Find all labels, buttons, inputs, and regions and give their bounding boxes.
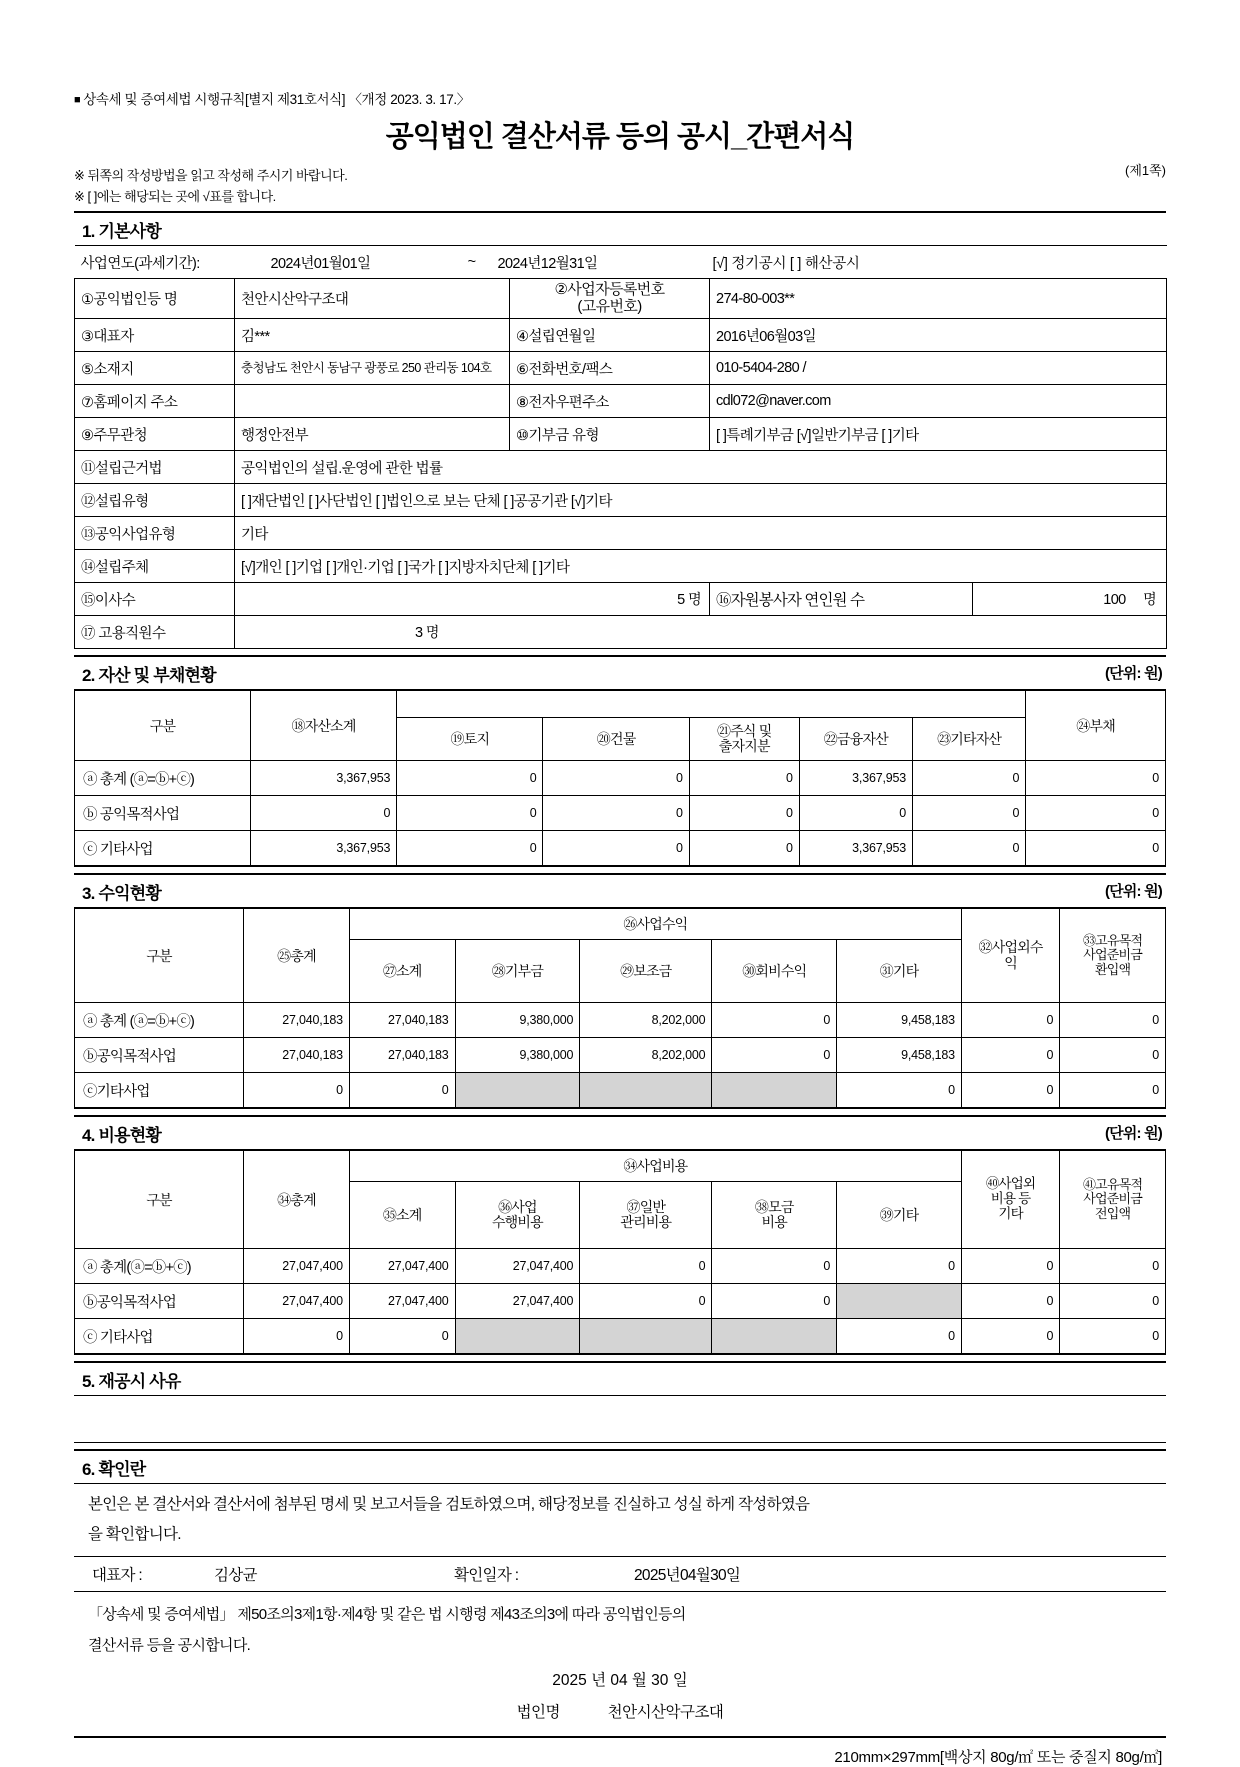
fiscal-year-row bbox=[75, 246, 1167, 279]
section3-unit: (단위: 원) bbox=[1104, 883, 1162, 900]
label-email: ⑧전자우편주소 bbox=[510, 385, 710, 418]
label-representative: ③대표자 bbox=[75, 319, 235, 352]
assets-header-stock: ㉑주식 및 출자지분 bbox=[689, 718, 799, 761]
value-address[interactable]: 충청남도 천안시 동남구 광풍로 250 관리동 104호 bbox=[235, 352, 510, 385]
assets-header-financial: ㉒금융자산 bbox=[799, 718, 912, 761]
revenue-other-subsidy bbox=[580, 1073, 712, 1109]
revenue-other-other: 0 bbox=[837, 1073, 962, 1109]
assets-public-land: 0 bbox=[397, 796, 543, 831]
label-volunteer-count: ⑯자원봉사자 연인원 수 bbox=[710, 583, 973, 615]
square-bullet-icon: ■ bbox=[74, 94, 81, 106]
table-row bbox=[75, 796, 1166, 831]
revenue-table bbox=[74, 907, 1166, 1109]
revenue-public-subsidy: 8,202,000 bbox=[580, 1038, 712, 1073]
cost-header-subtotal: ㉟소계 bbox=[349, 1182, 455, 1249]
value-authority[interactable]: 행정안전부 bbox=[235, 418, 510, 451]
cost-other-reserve-transfer: 0 bbox=[1060, 1319, 1166, 1355]
corporation-line bbox=[74, 1692, 1166, 1732]
legal-basis-text bbox=[74, 1592, 1166, 1662]
page-number: (제1쪽) bbox=[1124, 163, 1166, 178]
revenue-public-subtotal: 27,040,183 bbox=[349, 1038, 455, 1073]
label-homepage: ⑦홈페이지 주소 bbox=[75, 385, 235, 418]
page-title: 공익법인 결산서류 등의 공시_간편서식 bbox=[385, 121, 855, 153]
label-establish-date: ④설립연월일 bbox=[510, 319, 710, 352]
fiscal-year-end: 2024년12월31일 bbox=[497, 255, 598, 272]
cost-total-non-business: 0 bbox=[961, 1249, 1059, 1284]
row-founder bbox=[75, 550, 1167, 583]
assets-total-building: 0 bbox=[543, 761, 689, 796]
revenue-public-membership: 0 bbox=[712, 1038, 837, 1073]
director-count-unit: 명 bbox=[688, 591, 701, 607]
revenue-header-total: ㉕총계 bbox=[244, 908, 350, 1003]
row-address bbox=[75, 352, 1167, 385]
section-heading-redisclosure: 5. 재공시 사유 bbox=[74, 1361, 1166, 1395]
revenue-total-other: 9,458,183 bbox=[837, 1003, 962, 1038]
cost-header-reserve-transfer: ㊶고유목적 사업준비금 전입액 bbox=[1060, 1150, 1166, 1249]
assets-liabilities-table bbox=[74, 689, 1166, 867]
assets-row-label-public: ⓑ 공익목적사업 bbox=[75, 796, 251, 831]
cost-total-fundraising: 0 bbox=[712, 1249, 837, 1284]
row-founding-law bbox=[75, 451, 1167, 484]
assets-header-asset-total: ⑱자산소계 bbox=[250, 690, 396, 761]
confirmation-statement-line2: 을 확인합니다. bbox=[88, 1526, 181, 1544]
cost-total-other: 0 bbox=[837, 1249, 962, 1284]
cost-total-total: 27,047,400 bbox=[244, 1249, 350, 1284]
instruction-note-2: ※ [ ]에는 해당되는 곳에 √표를 합니다. bbox=[74, 189, 276, 204]
value-donation-type[interactable]: [ ]특례기부금 [√]일반기부금 [ ]기타 bbox=[710, 418, 1167, 451]
table-row bbox=[75, 1038, 1166, 1073]
cost-other-project-exec bbox=[455, 1319, 580, 1355]
cost-other-subtotal: 0 bbox=[349, 1319, 455, 1355]
value-business-reg-no[interactable]: 274-80-003** bbox=[710, 279, 1167, 319]
assets-public-stock: 0 bbox=[689, 796, 799, 831]
section2-unit: (단위: 원) bbox=[1104, 665, 1162, 682]
cost-header-fundraising: ㊳모금 비용 bbox=[712, 1182, 837, 1249]
revenue-public-total: 27,040,183 bbox=[244, 1038, 350, 1073]
label-business-reg-no: ②사업자등록번호 (고유번호) bbox=[510, 279, 710, 319]
legal-basis-line1: 「상속세 및 증여세법」 제50조의3제1항·제4항 및 같은 법 시행령 제43조의3에 따라 공익법인등의 bbox=[88, 1606, 686, 1624]
label-address: ⑤소재지 bbox=[75, 352, 235, 385]
table-row bbox=[75, 831, 1166, 867]
label-employee-count: ⑰ 고용직원수 bbox=[75, 616, 235, 649]
revenue-other-total: 0 bbox=[244, 1073, 350, 1109]
value-representative[interactable]: 김*** bbox=[235, 319, 510, 352]
section-heading-basic-info: 1. 기본사항 bbox=[74, 211, 1166, 245]
table-row bbox=[75, 1073, 1166, 1109]
section3-title: 3. 수익현황 bbox=[82, 884, 161, 903]
revenue-row-label-total: ⓐ 총계 (ⓐ=ⓑ+ⓒ) bbox=[75, 1003, 244, 1038]
instruction-note-1: ※ 뒤쪽의 작성방법을 읽고 작성해 주시기 바랍니다. bbox=[74, 168, 348, 183]
cost-public-general-admin: 0 bbox=[580, 1284, 712, 1319]
submission-date: 2025 년 04 월 30 일 bbox=[552, 1671, 688, 1689]
label-authority: ⑨주무관청 bbox=[75, 418, 235, 451]
cost-row-label-other: ⓒ 기타사업 bbox=[75, 1319, 244, 1355]
revenue-total-subsidy: 8,202,000 bbox=[580, 1003, 712, 1038]
table-row bbox=[75, 1319, 1166, 1355]
row-authority bbox=[75, 418, 1167, 451]
revenue-header-donation: ㉘기부금 bbox=[455, 940, 580, 1003]
label-corporation-name: 법인명 bbox=[516, 1703, 560, 1721]
volunteer-count-number: 100 bbox=[1103, 592, 1126, 608]
revenue-row-label-other: ⓒ기타사업 bbox=[75, 1073, 244, 1109]
basic-info-table bbox=[74, 245, 1167, 649]
revenue-header-subsidy: ㉙보조금 bbox=[580, 940, 712, 1003]
revenue-other-subtotal: 0 bbox=[349, 1073, 455, 1109]
cost-row-label-total: ⓐ 총계(ⓐ=ⓑ+ⓒ) bbox=[75, 1249, 244, 1284]
assets-header-division: 구분 bbox=[75, 690, 251, 761]
assets-other-building: 0 bbox=[543, 831, 689, 867]
assets-header-liability: ㉔부채 bbox=[1026, 690, 1166, 761]
confirmation-statement-line1: 본인은 본 결산서와 결산서에 첨부된 명세 및 보고서들을 검토하였으며, 해당정보를 진실하고 성실 하게 작성하였음 bbox=[88, 1496, 810, 1513]
cost-header-other: ㊴기타 bbox=[837, 1182, 962, 1249]
assets-public-asset-total: 0 bbox=[250, 796, 396, 831]
assets-header-row-1 bbox=[75, 690, 1166, 718]
section-heading-cost bbox=[74, 1115, 1166, 1149]
cost-total-subtotal: 27,047,400 bbox=[349, 1249, 455, 1284]
assets-header-other: ㉓기타자산 bbox=[912, 718, 1025, 761]
cost-public-reserve-transfer: 0 bbox=[1060, 1284, 1166, 1319]
value-public-business-type[interactable]: 기타 bbox=[235, 517, 1167, 550]
label-founding-law: ⑪설립근거법 bbox=[75, 451, 235, 484]
revenue-total-reserve-return: 0 bbox=[1060, 1003, 1166, 1038]
revenue-other-membership bbox=[712, 1073, 837, 1109]
section2-title: 2. 자산 및 부채현황 bbox=[82, 666, 216, 685]
redisclosure-reason-box[interactable] bbox=[74, 1395, 1166, 1443]
director-count-number: 5 bbox=[677, 592, 685, 608]
assets-public-liability: 0 bbox=[1026, 796, 1166, 831]
value-founding-law[interactable]: 공익법인의 설립.운영에 관한 법률 bbox=[235, 451, 1167, 484]
cost-total-general-admin: 0 bbox=[580, 1249, 712, 1284]
assets-header-building: ⑳건물 bbox=[543, 718, 689, 761]
assets-header-land: ⑲토지 bbox=[397, 718, 543, 761]
fiscal-year-label: 사업연도(과세기간): bbox=[80, 255, 200, 272]
revenue-header-business-group: ㉖사업수익 bbox=[349, 908, 961, 940]
form-reference bbox=[74, 88, 1166, 108]
revenue-other-reserve-return: 0 bbox=[1060, 1073, 1166, 1109]
revenue-row-label-public: ⓑ공익목적사업 bbox=[75, 1038, 244, 1073]
table-row bbox=[75, 1249, 1166, 1284]
value-confirm-date[interactable]: 2025년04월30일 bbox=[634, 1567, 741, 1585]
table-row bbox=[75, 1284, 1166, 1319]
assets-total-financial: 3,367,953 bbox=[799, 761, 912, 796]
assets-total-asset-total: 3,367,953 bbox=[250, 761, 396, 796]
revenue-header-row-1 bbox=[75, 908, 1166, 940]
revenue-total-total: 27,040,183 bbox=[244, 1003, 350, 1038]
cost-total-project-exec: 27,047,400 bbox=[455, 1249, 580, 1284]
label-founder: ⑭설립주체 bbox=[75, 550, 235, 583]
fiscal-year-start: 2024년01월01일 bbox=[270, 255, 371, 272]
table-row bbox=[75, 761, 1166, 796]
cost-other-fundraising bbox=[712, 1319, 837, 1355]
cost-public-fundraising: 0 bbox=[712, 1284, 837, 1319]
cost-header-non-business: ㊵사업외 비용 등 기타 bbox=[961, 1150, 1059, 1249]
value-director-count[interactable] bbox=[235, 583, 710, 616]
revenue-public-non-business: 0 bbox=[961, 1038, 1059, 1073]
value-employee-count[interactable] bbox=[235, 616, 1167, 649]
value-corporation-name: 천안시산악구조대 bbox=[607, 1703, 724, 1721]
cost-header-general-admin: ㊲일반 관리비용 bbox=[580, 1182, 712, 1249]
form-reference-text: 상속세 및 증여세법 시행규칙[별지 제31호서식] 〈개정 2023. 3. 17.〉 bbox=[83, 92, 470, 107]
assets-total-liability: 0 bbox=[1026, 761, 1166, 796]
revenue-total-membership: 0 bbox=[712, 1003, 837, 1038]
row-representative bbox=[75, 319, 1167, 352]
assets-total-land: 0 bbox=[397, 761, 543, 796]
revenue-public-donation: 9,380,000 bbox=[455, 1038, 580, 1073]
assets-total-other: 0 bbox=[912, 761, 1025, 796]
fiscal-year-tilde: ~ bbox=[467, 254, 476, 270]
section4-unit: (단위: 원) bbox=[1104, 1125, 1162, 1142]
revenue-header-other: ㉛기타 bbox=[837, 940, 962, 1003]
section-heading-assets bbox=[74, 655, 1166, 689]
employee-count-number: 3 bbox=[415, 625, 423, 641]
cost-public-project-exec: 27,047,400 bbox=[455, 1284, 580, 1319]
section-heading-confirmation: 6. 확인란 bbox=[74, 1449, 1166, 1483]
revenue-header-division: 구분 bbox=[75, 908, 244, 1003]
revenue-header-membership: ㉚회비수익 bbox=[712, 940, 837, 1003]
label-donation-type: ⑩기부금 유형 bbox=[510, 418, 710, 451]
assets-other-stock: 0 bbox=[689, 831, 799, 867]
signature-table bbox=[74, 1556, 1166, 1592]
assets-header-spacer bbox=[397, 690, 1026, 718]
label-representative-sign: 대표자 : bbox=[92, 1567, 143, 1585]
value-establish-type[interactable]: [ ]재단법인 [ ]사단법인 [ ]법인으로 보는 단체 [ ]공공기관 [√]기타 bbox=[235, 484, 1167, 517]
revenue-public-reserve-return: 0 bbox=[1060, 1038, 1166, 1073]
value-email[interactable]: cdl072@naver.com bbox=[710, 385, 1167, 418]
cost-table bbox=[74, 1149, 1166, 1355]
cost-other-non-business: 0 bbox=[961, 1319, 1059, 1355]
assets-row-label-total: ⓐ 총계 (ⓐ=ⓑ+ⓒ) bbox=[75, 761, 251, 796]
cost-other-general-admin bbox=[580, 1319, 712, 1355]
assets-public-other: 0 bbox=[912, 796, 1025, 831]
cost-public-other bbox=[837, 1284, 962, 1319]
label-corp-name: ①공익법인등 명 bbox=[75, 279, 235, 319]
value-phone-fax[interactable]: 010-5404-280 / bbox=[710, 352, 1167, 385]
value-establish-date[interactable]: 2016년06월03일 bbox=[710, 319, 1167, 352]
section4-title: 4. 비용현황 bbox=[82, 1126, 161, 1145]
section-heading-revenue bbox=[74, 873, 1166, 907]
volunteer-count-unit: 명 bbox=[1143, 591, 1157, 607]
assets-other-other: 0 bbox=[912, 831, 1025, 867]
revenue-total-donation: 9,380,000 bbox=[455, 1003, 580, 1038]
disclosure-type-checkboxes[interactable]: [√] 정기공시 [ ] 해산공시 bbox=[712, 255, 860, 272]
revenue-total-non-business: 0 bbox=[961, 1003, 1059, 1038]
confirmation-statement bbox=[74, 1483, 1166, 1556]
cost-header-row-1 bbox=[75, 1150, 1166, 1182]
assets-public-financial: 0 bbox=[799, 796, 912, 831]
assets-total-stock: 0 bbox=[689, 761, 799, 796]
row-homepage bbox=[75, 385, 1167, 418]
row-employees bbox=[75, 616, 1167, 649]
row-directors bbox=[75, 583, 1167, 616]
assets-other-land: 0 bbox=[397, 831, 543, 867]
revenue-public-other: 9,458,183 bbox=[837, 1038, 962, 1073]
revenue-header-non-business: ㉜사업외수 익 bbox=[961, 908, 1059, 1003]
label-director-count: ⑮이사수 bbox=[75, 583, 235, 616]
cost-header-total: ㉞총계 bbox=[244, 1150, 350, 1249]
value-volunteer-count[interactable] bbox=[973, 583, 1167, 615]
legal-basis-line2: 결산서류 등을 공시합니다. bbox=[88, 1637, 251, 1655]
employee-count-unit: 명 bbox=[425, 624, 439, 640]
table-row bbox=[75, 1003, 1166, 1038]
row-public-business-type bbox=[75, 517, 1167, 550]
row-corp-name bbox=[75, 279, 1167, 319]
row-establish-type bbox=[75, 484, 1167, 517]
cost-header-business-group: ㉞사업비용 bbox=[349, 1150, 961, 1182]
cost-row-label-public: ⓑ공익목적사업 bbox=[75, 1284, 244, 1319]
cost-public-subtotal: 27,047,400 bbox=[349, 1284, 455, 1319]
revenue-other-non-business: 0 bbox=[961, 1073, 1059, 1109]
value-homepage[interactable] bbox=[235, 385, 510, 418]
assets-public-building: 0 bbox=[543, 796, 689, 831]
cost-other-other: 0 bbox=[837, 1319, 962, 1355]
assets-other-financial: 3,367,953 bbox=[799, 831, 912, 867]
signature-row bbox=[74, 1557, 1166, 1592]
label-public-business-type: ⑬공익사업유형 bbox=[75, 517, 235, 550]
cost-total-reserve-transfer: 0 bbox=[1060, 1249, 1166, 1284]
revenue-total-subtotal: 27,040,183 bbox=[349, 1003, 455, 1038]
assets-other-asset-total: 3,367,953 bbox=[250, 831, 396, 867]
cost-public-non-business: 0 bbox=[961, 1284, 1059, 1319]
label-phone-fax: ⑥전화번호/팩스 bbox=[510, 352, 710, 385]
cost-public-total: 27,047,400 bbox=[244, 1284, 350, 1319]
value-founder[interactable]: [√]개인 [ ]기업 [ ]개인·기업 [ ]국가 [ ]지방자치단체 [ ]기타 bbox=[235, 550, 1167, 583]
value-corp-name[interactable]: 천안시산악구조대 bbox=[235, 279, 510, 319]
cost-header-division: 구분 bbox=[75, 1150, 244, 1249]
label-confirm-date: 확인일자 : bbox=[454, 1567, 519, 1585]
cost-other-total: 0 bbox=[244, 1319, 350, 1355]
assets-row-label-other: ⓒ 기타사업 bbox=[75, 831, 251, 867]
revenue-other-donation bbox=[455, 1073, 580, 1109]
revenue-header-subtotal: ㉗소계 bbox=[349, 940, 455, 1003]
value-representative-sign[interactable]: 김상균 bbox=[214, 1567, 257, 1585]
paper-specification: 210mm×297mm[백상지 80g/㎡ 또는 중질지 80g/㎡] bbox=[834, 1748, 1162, 1766]
assets-other-liability: 0 bbox=[1026, 831, 1166, 867]
revenue-header-reserve-return: ㉝고유목적 사업준비금 환입액 bbox=[1060, 908, 1166, 1003]
cost-header-project-exec: ㊱사업 수행비용 bbox=[455, 1182, 580, 1249]
label-establish-type: ⑫설립유형 bbox=[75, 484, 235, 517]
